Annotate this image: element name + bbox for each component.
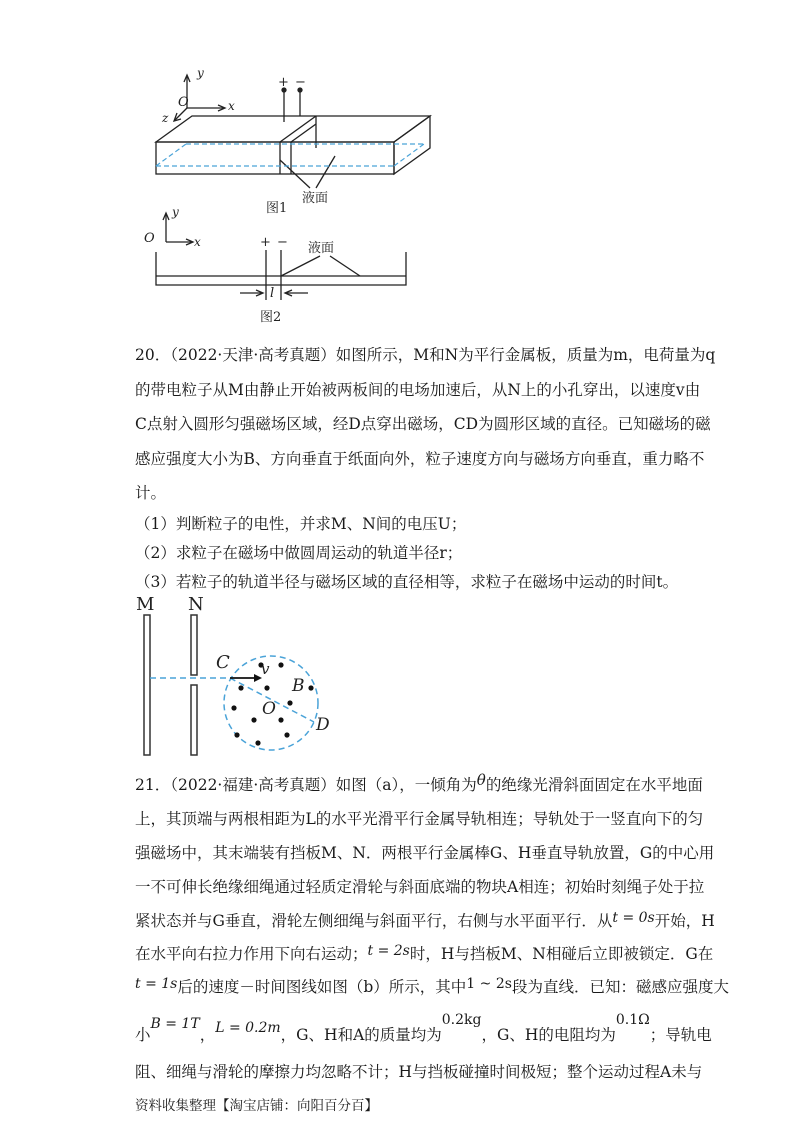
q21-theta: θ: [476, 771, 486, 789]
q20-source: （2022·天津·高考真题）: [170, 346, 336, 364]
q21-line-3: 强磁场中，其末端装有挡板M、N．两根平行金属棒G、H垂直导轨放置，G的中心用: [135, 844, 715, 862]
q21-line8-c: ，G、H的电阻均为: [481, 1026, 616, 1044]
fig1-axis-x: x: [228, 99, 235, 113]
fig3-n-label: N: [188, 594, 204, 615]
q21-line-6: [135, 942, 713, 964]
fig2-minus: −: [277, 235, 288, 250]
q21-r-val: 0.1Ω: [615, 1012, 650, 1028]
fig2-axis-y: y: [172, 205, 179, 219]
q21-line5-a: 紧状态并与G垂直，滑轮左侧细绳与斜面平行，右侧与水平面平行．从: [135, 912, 613, 930]
q21-comma: ，: [199, 1026, 216, 1044]
q20-line-1: [135, 343, 715, 365]
q21-number: 21．: [135, 776, 171, 794]
fig2-plus: +: [260, 235, 271, 250]
fig3-v-label: v: [261, 660, 270, 678]
fig2-caption: 图2: [260, 310, 282, 325]
fig3-c-label: C: [216, 652, 230, 673]
footer-text: 资料收集整理【淘宝店铺：向阳百分百】: [135, 1098, 378, 1114]
fig2-axis-x: x: [194, 235, 201, 249]
q20-number: 20．: [135, 346, 171, 364]
q21-line-9: 阻、细绳与滑轮的摩擦力均忽略不计；H与挡板碰撞时间极短；整个运动过程A未与: [135, 1063, 703, 1081]
fig1-liquid-label: 液面: [302, 191, 329, 206]
q21-line8-d: ；导轨电: [649, 1026, 712, 1044]
q21-line-7: [135, 975, 729, 997]
fig3-o-label: O: [262, 699, 276, 719]
fig1-caption: 图1: [266, 201, 288, 216]
q20-line-2: 的带电粒子从M由静止开始被两板间的电场加速后，从N上的小孔穿出，以速度v由: [135, 381, 701, 399]
fig1-axis-o: O: [178, 95, 189, 110]
q20-sub-2: （2）求粒子在磁场中做圆周运动的轨道半径r；: [135, 544, 463, 562]
q21-l-val: L = 0.2m: [215, 1020, 281, 1036]
q21-line1-a: 如图（a），一倾角为: [335, 776, 477, 794]
fig1-minus: −: [295, 75, 306, 90]
fig3-m-label: M: [136, 594, 155, 615]
q21-t0: t = 0s: [612, 910, 655, 926]
fig1-axis-y: y: [197, 66, 204, 80]
fig2-axis-o: O: [144, 231, 155, 246]
q21-line1-b: 的绝缘光滑斜面固定在水平地面: [485, 776, 703, 794]
q21-line-1: [135, 773, 703, 795]
q20-line-3: C点射入圆形匀强磁场区域，经D点穿出磁场，CD为圆形区域的直径。已知磁场的磁: [135, 415, 711, 433]
q21-line-4: 一不可伸长绝缘细绳通过轻质定滑轮与斜面底端的物块A相连；初始时刻绳子处于拉: [135, 878, 705, 896]
q21-line-8: [135, 1012, 712, 1045]
q20-sub-3: （3）若粒子的轨道半径与磁场区域的直径相等，求粒子在磁场中运动的时间t。: [135, 573, 679, 591]
q21-line-5: [135, 909, 715, 931]
q21-range: 1 ~ 2s: [466, 976, 512, 992]
q21-line8-a: 小: [135, 1026, 151, 1044]
fig1-axis-z: z: [162, 111, 169, 125]
figure-2: [140, 200, 440, 330]
q21-t1: t = 1s: [135, 976, 178, 992]
q21-line7-a: 后的速度－时间图线如图（b）所示，其中: [177, 978, 467, 996]
q20-line-4: 感应强度大小为B、方向垂直于纸面向外，粒子速度方向与磁场方向垂直，重力略不: [135, 450, 705, 468]
q20-line-5: 计。: [135, 484, 167, 502]
q21-source: （2022·福建·高考真题）: [170, 776, 336, 794]
fig1-plus: +: [278, 75, 289, 90]
q21-line5-b: 开始，H: [654, 912, 715, 930]
fig3-d-label: D: [316, 715, 330, 735]
q21-b-val: B = 1T: [150, 1016, 200, 1032]
figure-3: [130, 590, 350, 760]
q21-t2: t = 2s: [367, 943, 410, 959]
figure-1: [140, 60, 440, 220]
q21-line6-b: 时，H与挡板M、N相碰后立即被锁定．G在: [409, 945, 714, 963]
q20-sub-1: （1）判断粒子的电性，并求M、N间的电压U；: [135, 515, 467, 533]
q21-line6-a: 在水平向右拉力作用下向右运动；: [135, 945, 368, 963]
fig3-b-label: B: [292, 676, 305, 696]
fig2-gap-label: l: [270, 286, 275, 301]
q21-line8-b: ，G、H和A的质量均为: [280, 1026, 442, 1044]
q20-line1-rest: 如图所示，M和N为平行金属板，质量为m，电荷量为q: [335, 346, 716, 364]
q21-line-2: 上，其顶端与两根相距为L的水平光滑平行金属导轨相连；导轨处于一竖直向下的匀: [135, 810, 704, 828]
q21-m-val: 0.2kg: [441, 1012, 482, 1028]
q21-line7-b: 段为直线．已知：磁感应强度大: [511, 978, 729, 996]
fig2-liquid-label: 液面: [308, 241, 335, 256]
